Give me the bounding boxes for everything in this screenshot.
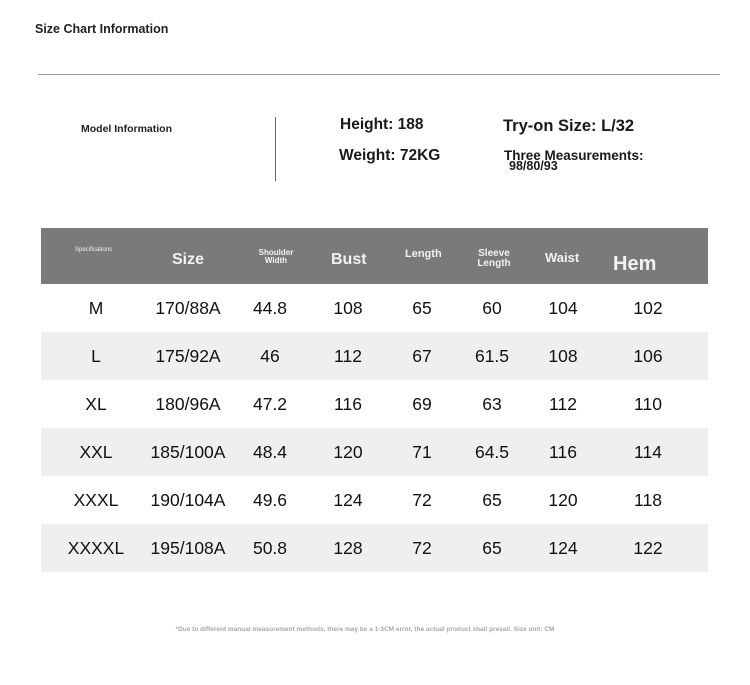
- header-hem: Hem: [613, 253, 657, 275]
- cell-length: 71: [412, 442, 432, 462]
- cell-bust: 108: [333, 298, 363, 318]
- cell-sleeve: 65: [482, 538, 502, 558]
- header-length: Length: [405, 248, 442, 260]
- cell-length: 72: [412, 490, 432, 510]
- cell-shoulder: 50.8: [252, 538, 288, 558]
- table-row: [41, 284, 708, 332]
- model-tryon-size: Try-on Size: L/32: [503, 117, 635, 135]
- cell-spec: XXXL: [73, 490, 119, 510]
- cell-bust: 112: [334, 346, 362, 366]
- table-row: [41, 524, 708, 572]
- cell-length: 67: [412, 346, 432, 366]
- page-title: Size Chart Information: [35, 22, 169, 36]
- table-body: [41, 284, 708, 572]
- table-row: [41, 332, 708, 380]
- cell-size: 180/96A: [155, 394, 221, 414]
- table-header: [41, 228, 708, 284]
- cell-waist: 108: [548, 346, 578, 366]
- header-shoulder-line2: Width: [264, 256, 288, 265]
- cell-size: 195/108A: [150, 538, 226, 558]
- table-row: [41, 476, 708, 524]
- cell-size: 170/88A: [155, 298, 221, 318]
- cell-shoulder: 48.4: [252, 442, 288, 462]
- cell-length: 69: [412, 394, 432, 414]
- cell-hem: 122: [633, 538, 663, 558]
- cell-size: 185/100A: [150, 442, 226, 462]
- cell-sleeve: 63: [482, 394, 502, 414]
- header-bust: Bust: [331, 251, 367, 268]
- cell-hem: 114: [634, 442, 662, 462]
- cell-bust: 116: [334, 394, 362, 414]
- header-waist: Waist: [545, 250, 580, 265]
- cell-sleeve: 65: [482, 490, 502, 510]
- cell-shoulder: 49.6: [252, 490, 288, 510]
- model-info-label: Model Information: [81, 123, 172, 135]
- cell-hem: 106: [633, 346, 663, 366]
- cell-spec: XL: [85, 394, 107, 414]
- cell-size: 175/92A: [155, 346, 221, 366]
- cell-shoulder: 46: [260, 346, 280, 366]
- model-info-divider: [275, 117, 276, 181]
- header-sleeve-line1: Sleeve: [478, 248, 510, 259]
- cell-spec: XXL: [79, 442, 113, 462]
- cell-sleeve: 64.5: [474, 442, 510, 462]
- cell-waist: 104: [548, 298, 578, 318]
- title-divider: [38, 74, 720, 75]
- cell-shoulder: 47.2: [252, 394, 288, 414]
- model-weight: Weight: 72KG: [339, 147, 441, 164]
- cell-waist: 120: [548, 490, 578, 510]
- cell-spec: L: [91, 346, 101, 366]
- cell-spec: XXXXL: [67, 538, 125, 558]
- model-height: Height: 188: [340, 116, 424, 133]
- cell-size: 190/104A: [150, 490, 226, 510]
- header-specifications: Specifications: [75, 247, 113, 253]
- cell-bust: 120: [333, 442, 363, 462]
- cell-length: 65: [412, 298, 432, 318]
- header-sleeve-line2: Length: [477, 258, 511, 269]
- cell-waist: 112: [549, 394, 577, 414]
- size-table: [41, 228, 708, 572]
- header-shoulder-width: [256, 249, 296, 265]
- cell-sleeve: 60: [482, 298, 502, 318]
- cell-hem: 102: [633, 298, 663, 318]
- cell-sleeve: 61.5: [474, 346, 510, 366]
- cell-hem: 118: [634, 490, 662, 510]
- cell-length: 72: [412, 538, 432, 558]
- cell-bust: 128: [333, 538, 363, 558]
- cell-hem: 110: [634, 394, 662, 414]
- cell-spec: M: [88, 298, 104, 318]
- header-size: Size: [172, 251, 205, 268]
- model-measurements-label: Three Measurements:: [504, 148, 644, 163]
- table-row: [41, 428, 708, 476]
- cell-waist: 116: [549, 442, 577, 462]
- cell-shoulder: 44.8: [252, 298, 288, 318]
- cell-bust: 124: [333, 490, 363, 510]
- table-row: [41, 380, 708, 428]
- measurement-footnote: *Due to different manual measurement methods, there may be a 1-3CM error, the actual product shall prevail. Size unit: CM: [175, 626, 555, 633]
- model-measurements-value: 98/80/93: [509, 159, 558, 173]
- header-sleeve-length: [472, 249, 516, 269]
- cell-waist: 124: [548, 538, 578, 558]
- header-shoulder-line1: Shoulder: [258, 248, 294, 257]
